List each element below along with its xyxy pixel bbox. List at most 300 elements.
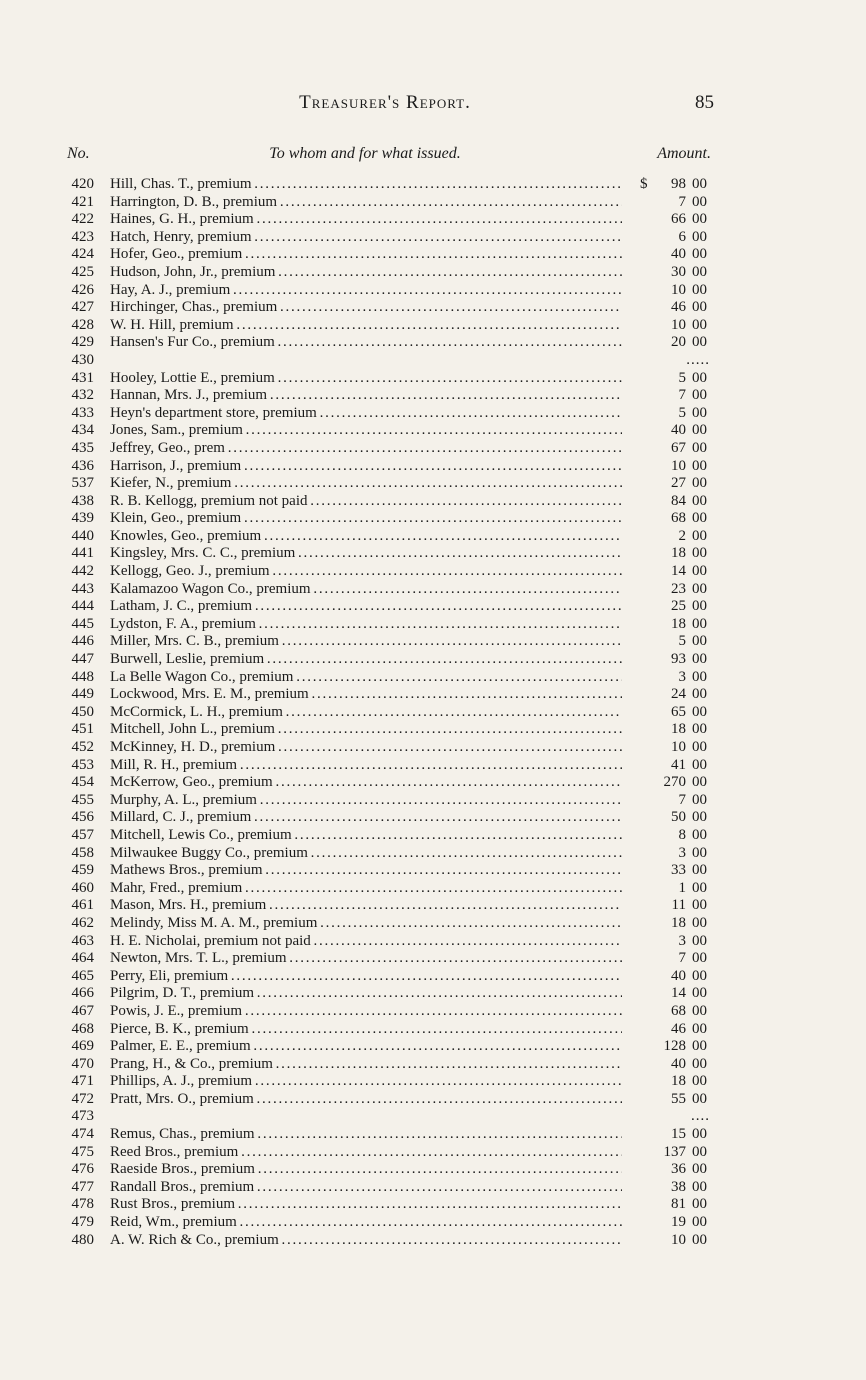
entry-amount: 18 (671, 721, 686, 738)
entry-cents: 00 (692, 1126, 707, 1143)
page-header (0, 92, 866, 118)
entry-description: Phillips, A. J., premium . . . (110, 1073, 622, 1091)
entry-amount: 65 (671, 703, 686, 720)
entry-amount: 20 (671, 334, 686, 351)
entry-number: 420 (71, 176, 94, 192)
entry-cents: 00 (692, 563, 707, 580)
table-row (0, 1073, 866, 1091)
table-row (0, 669, 866, 687)
table-row (0, 1038, 866, 1056)
entry-description: McKinney, H. D., premium . . . (110, 739, 622, 757)
entry-cents: 00 (692, 598, 707, 615)
table-row (0, 1021, 866, 1039)
entry-amount: 50 (671, 809, 686, 826)
entry-amount: 93 (671, 651, 686, 668)
table-row (0, 651, 866, 669)
entry-cents: 00 (692, 826, 707, 843)
entry-amount: 5 (678, 633, 686, 650)
entry-description: Burwell, Leslie, premium . . . (110, 651, 622, 669)
entry-cents: 00 (692, 1178, 707, 1195)
table-row (0, 563, 866, 581)
entry-description: Remus, Chas., premium . . . (110, 1126, 622, 1144)
entry-amount: 46 (671, 1020, 686, 1037)
entry-amount: 46 (671, 299, 686, 316)
table-row (0, 598, 866, 616)
table-row (0, 528, 866, 546)
entry-amount: 5 (678, 404, 686, 421)
entry-description: H. E. Nicholai, premium not paid . . . (110, 933, 622, 951)
entry-amount: 8 (678, 826, 686, 843)
entry-description: Millard, C. J., premium . . . (110, 809, 622, 827)
entry-number: 475 (71, 1143, 94, 1160)
entry-cents: 00 (692, 651, 707, 668)
entry-cents: 00 (692, 1073, 707, 1090)
table-row (0, 475, 866, 493)
entry-number: 479 (71, 1214, 94, 1231)
table-row (0, 405, 866, 423)
table-row (0, 317, 866, 335)
entry-number: 458 (71, 844, 94, 861)
table-row (0, 458, 866, 476)
entry-cents: 00 (692, 281, 707, 298)
entry-cents: 00 (692, 1143, 707, 1160)
entry-description: Pratt, Mrs. O., premium . . . (110, 1091, 622, 1109)
table-row (0, 264, 866, 282)
entry-cents: 00 (692, 633, 707, 650)
table-row (0, 792, 866, 810)
entry-number: 433 (71, 404, 94, 421)
entry-description: Hay, A. J., premium . . . (110, 282, 622, 300)
table-row (0, 827, 866, 845)
entry-description: Hill, Chas. T., premium . . . (110, 176, 622, 194)
entry-description: Kiefer, N., premium . . . (110, 475, 622, 493)
entry-number: 436 (71, 457, 94, 474)
entry-description: Kalamazoo Wagon Co., premium . . . (110, 581, 622, 599)
entry-cents: 00 (692, 756, 707, 773)
entry-cents: 00 (692, 774, 707, 791)
entry-description: Pilgrim, D. T., premium . . . (110, 985, 622, 1003)
entry-amount: 2 (678, 527, 686, 544)
table-row (0, 545, 866, 563)
table-row (0, 1056, 866, 1074)
entry-description: Hooley, Lottie E., premium . . . (110, 370, 622, 388)
entry-number: 453 (71, 756, 94, 773)
entry-number: 435 (71, 439, 94, 456)
entry-description: Jones, Sam., premium . . . (110, 422, 622, 440)
entry-amount: 67 (671, 439, 686, 456)
entry-number: 427 (71, 299, 94, 316)
entry-amount: 40 (671, 967, 686, 984)
entry-amount: 7 (678, 193, 686, 210)
entry-number: 447 (71, 651, 94, 668)
table-row (0, 299, 866, 317)
entry-amount: 14 (671, 985, 686, 1002)
entry-cents: 00 (692, 1020, 707, 1037)
entry-amount: 7 (678, 791, 686, 808)
entry-cents: 00 (692, 228, 707, 245)
dollar-sign: $ (640, 176, 648, 192)
entry-amount: 3 (678, 932, 686, 949)
table-row (0, 493, 866, 511)
entry-number: 476 (71, 1161, 94, 1178)
entry-amount: 36 (671, 1161, 686, 1178)
entry-amount: 18 (671, 914, 686, 931)
entry-number: 454 (71, 774, 94, 791)
entry-number: 463 (71, 932, 94, 949)
entry-cents: 00 (692, 387, 707, 404)
table-row (0, 704, 866, 722)
entry-amount: 27 (671, 475, 686, 492)
entry-description: Rust Bros., premium . . . (110, 1196, 622, 1214)
entry-amount: 14 (671, 563, 686, 580)
entry-description: Mason, Mrs. H., premium . . . (110, 897, 622, 915)
entry-number: 424 (71, 246, 94, 263)
entry-number: 448 (71, 668, 94, 685)
entry-amount: 24 (671, 686, 686, 703)
entry-cents: 00 (692, 950, 707, 967)
entry-description: McKerrow, Geo., premium . . . (110, 774, 622, 792)
column-header-description: To whom and for what issued. (269, 145, 461, 162)
entry-cents: 00 (692, 299, 707, 316)
entry-amount: 33 (671, 862, 686, 879)
entry-description: Hansen's Fur Co., premium . . . (110, 334, 622, 352)
entry-description: McCormick, L. H., premium . . . (110, 704, 622, 722)
entry-amount: 10 (671, 739, 686, 755)
entry-cents: 00 (692, 739, 707, 755)
entry-description: Hannan, Mrs. J., premium . . . (110, 387, 622, 405)
entry-cents: 00 (692, 967, 707, 984)
entry-description: Milwaukee Buggy Co., premium . . . (110, 845, 622, 863)
entry-description: Reid, Wm., premium . . . (110, 1214, 622, 1232)
entries-list (0, 176, 866, 1249)
entry-cents: 00 (692, 1002, 707, 1019)
entry-description: A. W. Rich & Co., premium . . . (110, 1232, 622, 1250)
entry-description: Mill, R. H., premium . . . (110, 757, 622, 775)
entry-cents: 00 (692, 246, 707, 263)
table-row (0, 1232, 866, 1250)
entry-description: Randall Bros., premium . . . (110, 1179, 622, 1197)
entry-ellipsis: ..... (686, 351, 710, 368)
entry-number: 478 (71, 1196, 94, 1213)
entry-description: Harrison, J., premium . . . (110, 458, 622, 476)
table-row (0, 387, 866, 405)
entry-cents: 00 (692, 404, 707, 421)
table-row (0, 950, 866, 968)
table-row (0, 1214, 866, 1232)
entry-number: 477 (71, 1178, 94, 1195)
entry-cents: 00 (692, 1038, 707, 1055)
entry-amount: 10 (671, 316, 686, 333)
column-header-no: No. (67, 145, 90, 162)
table-row (0, 633, 866, 651)
entry-number: 457 (71, 826, 94, 843)
entry-cents: 00 (692, 844, 707, 861)
entry-number: 445 (71, 615, 94, 632)
entry-cents: 00 (692, 1055, 707, 1072)
entry-amount: 10 (671, 281, 686, 298)
table-row (0, 1003, 866, 1021)
entry-cents: 00 (692, 668, 707, 685)
table-row (0, 1144, 866, 1162)
entry-number: 429 (71, 334, 94, 351)
entry-number: 441 (71, 545, 94, 562)
entry-amount: 30 (671, 263, 686, 280)
entry-cents: 00 (692, 932, 707, 949)
entry-amount: 40 (671, 1055, 686, 1072)
entry-cents: 00 (692, 369, 707, 386)
entry-amount: 6 (678, 228, 686, 245)
entry-description: Palmer, E. E., premium . . . (110, 1038, 622, 1056)
entry-number: 442 (71, 563, 94, 580)
entry-amount: 84 (671, 492, 686, 509)
table-row (0, 985, 866, 1003)
entry-description: Haines, G. H., premium . . . (110, 211, 622, 229)
table-row (0, 739, 866, 757)
entry-number: 455 (71, 791, 94, 808)
entry-cents: 00 (692, 193, 707, 210)
entry-amount: 270 (663, 774, 686, 791)
table-row (0, 721, 866, 739)
entry-cents: 00 (692, 263, 707, 280)
entry-cents: 00 (692, 686, 707, 703)
entry-number: 430 (71, 351, 94, 368)
entry-cents: 00 (692, 475, 707, 492)
entry-number: 423 (71, 228, 94, 245)
entry-number: 461 (71, 897, 94, 914)
entry-number: 537 (71, 475, 94, 492)
entry-amount: 23 (671, 580, 686, 597)
entry-description: Kellogg, Geo. J., premium . . . (110, 563, 622, 581)
table-row (0, 1196, 866, 1214)
entry-number: 425 (71, 263, 94, 280)
entry-amount: 40 (671, 422, 686, 439)
table-row (0, 968, 866, 986)
entry-amount: 15 (671, 1126, 686, 1143)
entry-amount: 41 (671, 756, 686, 773)
entry-amount: 10 (671, 457, 686, 474)
entry-cents: 00 (692, 879, 707, 896)
entry-cents: 00 (692, 615, 707, 632)
table-row (0, 246, 866, 264)
entry-description: Lydston, F. A., premium . . . (110, 616, 622, 634)
entry-cents: 00 (692, 580, 707, 597)
entry-amount: 38 (671, 1178, 686, 1195)
entry-number: 480 (71, 1231, 94, 1248)
entry-amount: 137 (663, 1143, 686, 1160)
entry-number: 438 (71, 492, 94, 509)
table-row (0, 581, 866, 599)
table-row (0, 915, 866, 933)
entry-description: Mitchell, John L., premium . . . (110, 721, 622, 739)
entry-amount: 66 (671, 211, 686, 228)
entry-ellipsis: .... (691, 1108, 710, 1125)
entry-amount: 68 (671, 510, 686, 527)
entry-amount: 3 (678, 668, 686, 685)
entry-amount: 81 (671, 1196, 686, 1213)
entry-number: 421 (71, 193, 94, 210)
entry-amount: 7 (678, 950, 686, 967)
entry-number: 432 (71, 387, 94, 404)
entry-number: 467 (71, 1002, 94, 1019)
entry-cents: 00 (692, 1231, 707, 1248)
entry-description: Prang, H., & Co., premium . . . (110, 1056, 622, 1074)
table-row (0, 440, 866, 458)
entry-number: 462 (71, 914, 94, 931)
entry-number: 452 (71, 739, 94, 755)
table-row (0, 282, 866, 300)
entry-description: Hofer, Geo., premium . . . (110, 246, 622, 264)
table-row (0, 1108, 866, 1126)
entry-number: 470 (71, 1055, 94, 1072)
entry-number: 459 (71, 862, 94, 879)
entry-cents: 00 (692, 211, 707, 228)
table-row (0, 933, 866, 951)
table-row (0, 897, 866, 915)
entry-cents: 00 (692, 510, 707, 527)
table-row (0, 510, 866, 528)
entry-number: 446 (71, 633, 94, 650)
entry-number: 472 (71, 1090, 94, 1107)
table-row (0, 616, 866, 634)
entry-amount: 25 (671, 598, 686, 615)
entry-description: Mathews Bros., premium . . . (110, 862, 622, 880)
table-row (0, 845, 866, 863)
entry-number: 440 (71, 527, 94, 544)
entry-description: La Belle Wagon Co., premium . . . (110, 669, 622, 687)
table-row (0, 1091, 866, 1109)
entry-description: Powis, J. E., premium . . . (110, 1003, 622, 1021)
entry-number: 468 (71, 1020, 94, 1037)
entry-amount: 11 (671, 897, 686, 914)
entry-description: Hirchinger, Chas., premium . . . (110, 299, 622, 317)
table-row (0, 352, 866, 370)
entry-number: 473 (71, 1108, 94, 1125)
entry-description: W. H. Hill, premium . . . (110, 317, 622, 335)
entry-description: Jeffrey, Geo., prem . . . (110, 440, 622, 458)
entry-description: Melindy, Miss M. A. M., premium . . . (110, 915, 622, 933)
entry-number: 444 (71, 598, 94, 615)
entry-description: Heyn's department store, premium . . . (110, 405, 622, 423)
entry-amount: 5 (678, 369, 686, 386)
entry-number: 428 (71, 316, 94, 333)
entry-description: Lockwood, Mrs. E. M., premium . . . (110, 686, 622, 704)
entry-number: 426 (71, 281, 94, 298)
entry-amount: 128 (663, 1038, 686, 1055)
entry-cents: 00 (692, 492, 707, 509)
entry-cents: 00 (692, 1214, 707, 1231)
entry-description: Klein, Geo., premium . . . (110, 510, 622, 528)
entry-number: 450 (71, 703, 94, 720)
entry-description: Knowles, Geo., premium . . . (110, 528, 622, 546)
table-row (0, 211, 866, 229)
table-row (0, 176, 866, 194)
entry-cents: 00 (692, 527, 707, 544)
entry-cents: 00 (692, 457, 707, 474)
running-title: Treasurer's Report. (299, 92, 471, 113)
entry-cents: 00 (692, 1090, 707, 1107)
entry-number: 434 (71, 422, 94, 439)
entry-cents: 00 (692, 176, 707, 192)
entry-description: Murphy, A. L., premium . . . (110, 792, 622, 810)
entry-description: Miller, Mrs. C. B., premium . . . (110, 633, 622, 651)
entry-cents: 00 (692, 721, 707, 738)
entry-cents: 00 (692, 809, 707, 826)
entry-amount: 55 (671, 1090, 686, 1107)
column-headers (0, 145, 866, 167)
table-row (0, 194, 866, 212)
entry-number: 422 (71, 211, 94, 228)
entry-number: 431 (71, 369, 94, 386)
entry-description: Hatch, Henry, premium . . . (110, 229, 622, 247)
entry-cents: 00 (692, 703, 707, 720)
table-row (0, 774, 866, 792)
entry-description: Newton, Mrs. T. L., premium . . . (110, 950, 622, 968)
table-row (0, 809, 866, 827)
column-header-amount: Amount. (657, 145, 711, 162)
entry-amount: 68 (671, 1002, 686, 1019)
entry-number: 439 (71, 510, 94, 527)
entry-description: Raeside Bros., premium . . . (110, 1161, 622, 1179)
table-row (0, 334, 866, 352)
entry-amount: 19 (671, 1214, 686, 1231)
entry-description: Perry, Eli, premium . . . (110, 968, 622, 986)
entry-number: 465 (71, 967, 94, 984)
entry-amount: 18 (671, 615, 686, 632)
entry-number: 443 (71, 580, 94, 597)
page-number: 85 (695, 92, 714, 113)
entry-cents: 00 (692, 985, 707, 1002)
entry-number: 466 (71, 985, 94, 1002)
table-row (0, 370, 866, 388)
entry-description: Pierce, B. K., premium . . . (110, 1021, 622, 1039)
entry-amount: 7 (678, 387, 686, 404)
entry-number: 449 (71, 686, 94, 703)
entry-cents: 00 (692, 897, 707, 914)
entry-number: 464 (71, 950, 94, 967)
entry-cents: 00 (692, 316, 707, 333)
table-row (0, 1179, 866, 1197)
entry-number: 471 (71, 1073, 94, 1090)
entry-number: 460 (71, 879, 94, 896)
entry-description: Mitchell, Lewis Co., premium . . . (110, 827, 622, 845)
entry-amount: 40 (671, 246, 686, 263)
entry-amount: 3 (678, 844, 686, 861)
entry-amount: 98 (671, 176, 686, 192)
entry-cents: 00 (692, 791, 707, 808)
entry-number: 456 (71, 809, 94, 826)
table-row (0, 880, 866, 898)
entry-number: 469 (71, 1038, 94, 1055)
table-row (0, 1126, 866, 1144)
entry-cents: 00 (692, 439, 707, 456)
entry-description: Reed Bros., premium . . . (110, 1144, 622, 1162)
entry-number: 451 (71, 721, 94, 738)
table-row (0, 862, 866, 880)
entry-cents: 00 (692, 545, 707, 562)
table-row (0, 422, 866, 440)
entry-number: 474 (71, 1126, 94, 1143)
entry-cents: 00 (692, 334, 707, 351)
entry-description: Harrington, D. B., premium . . . (110, 194, 622, 212)
entry-cents: 00 (692, 422, 707, 439)
entry-cents: 00 (692, 862, 707, 879)
table-row (0, 229, 866, 247)
entry-amount: 18 (671, 545, 686, 562)
table-row (0, 757, 866, 775)
entry-amount: 18 (671, 1073, 686, 1090)
table-row (0, 1161, 866, 1179)
entry-description: Hudson, John, Jr., premium . . . (110, 264, 622, 282)
